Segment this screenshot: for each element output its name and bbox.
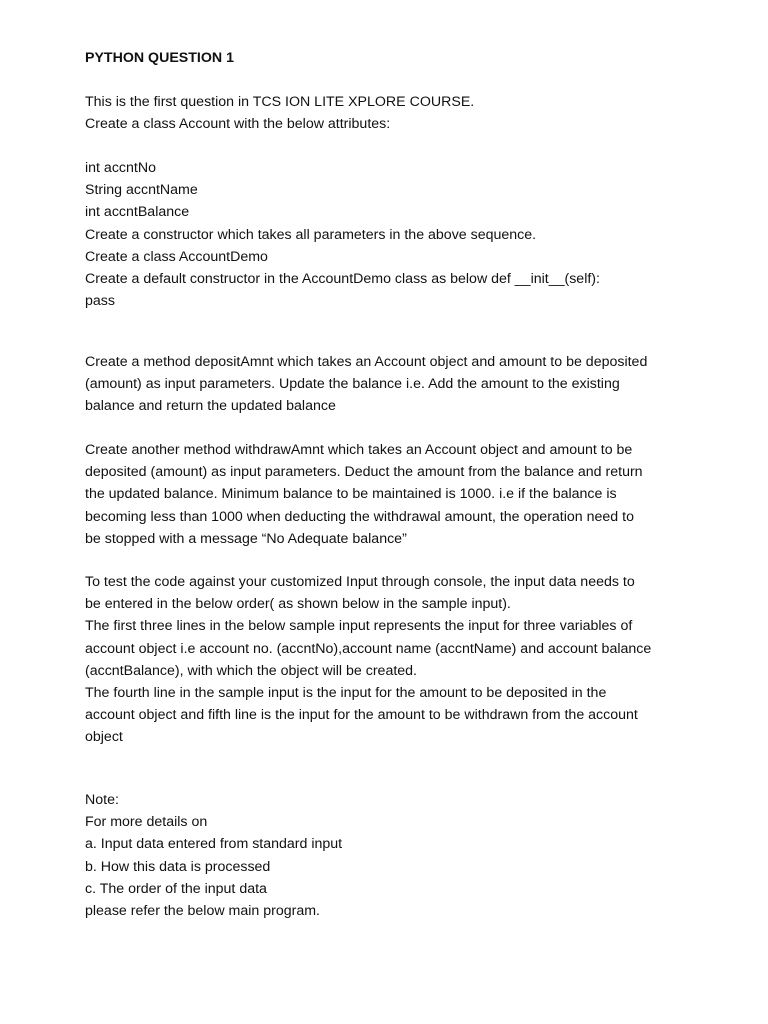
text-line: Create a constructor which takes all parameters in the above sequence. — [85, 226, 537, 243]
text-line: This is the first question in TCS ION LITE XPLORE COURSE. — [85, 94, 475, 110]
text-line: be entered in the below order( as shown below in the sample input). — [85, 596, 511, 613]
note-paragraph — [85, 789, 745, 922]
text-line: Create a method depositAmnt which takes an Account object and amount to be deposited — [85, 354, 648, 370]
text-line: String accntName — [85, 182, 198, 199]
text-line: (accntBalance), with which the object will be created. — [85, 662, 417, 679]
text-line: deposited (amount) as input parameters. Deduct the amount from the balance and return — [85, 464, 643, 481]
document-title — [85, 47, 745, 69]
text-line: The fourth line in the sample input is the input for the amount to be deposited in the — [85, 684, 607, 701]
text-line: int accntBalance — [85, 204, 190, 221]
text-line: balance and return the updated balance — [85, 398, 336, 415]
spec-paragraph — [85, 157, 745, 312]
text-line: For more details on — [85, 814, 208, 831]
text-line: Create a class Account with the below attributes: — [85, 116, 391, 133]
text-line: object — [85, 729, 123, 746]
text-line: Create a class AccountDemo — [85, 248, 268, 265]
withdraw-paragraph — [85, 439, 745, 550]
text-line: The first three lines in the below sample input represents the input for three variables of — [85, 618, 633, 635]
list-item: c. The order of the input data — [85, 880, 267, 897]
text-line: Create a default constructor in the AccountDemo class as below def __init__(self): — [85, 270, 600, 287]
text-line: To test the code against your customized Input through console, the input data needs to — [85, 574, 635, 590]
deposit-paragraph — [85, 351, 745, 418]
note-heading: Note: — [85, 792, 119, 808]
text-line: (amount) as input parameters. Update the balance i.e. Add the amount to the existing — [85, 376, 620, 393]
text-line: becoming less than 1000 when deducting the withdrawal amount, the operation need to — [85, 508, 634, 525]
text-line: int accntNo — [85, 160, 156, 176]
text-line: account object and fifth line is the input for the amount to be withdrawn from the account — [85, 707, 638, 724]
intro-paragraph — [85, 91, 745, 135]
testing-paragraph — [85, 571, 745, 749]
text-line: the updated balance. Minimum balance to be maintained is 1000. i.e if the balance is — [85, 486, 617, 503]
text-line: Create another method withdrawAmnt which takes an Account object and amount to be — [85, 442, 633, 458]
text-line: be stopped with a message “No Adequate balance” — [85, 530, 407, 547]
text-line: account object i.e account no. (accntNo),account name (accntName) and account balance — [85, 640, 652, 657]
text-line: pass — [85, 293, 115, 310]
list-item: a. Input data entered from standard input — [85, 836, 343, 853]
title-line: PYTHON QUESTION 1 — [85, 50, 234, 66]
list-item: b. How this data is processed — [85, 858, 271, 875]
text-line: please refer the below main program. — [85, 902, 321, 919]
